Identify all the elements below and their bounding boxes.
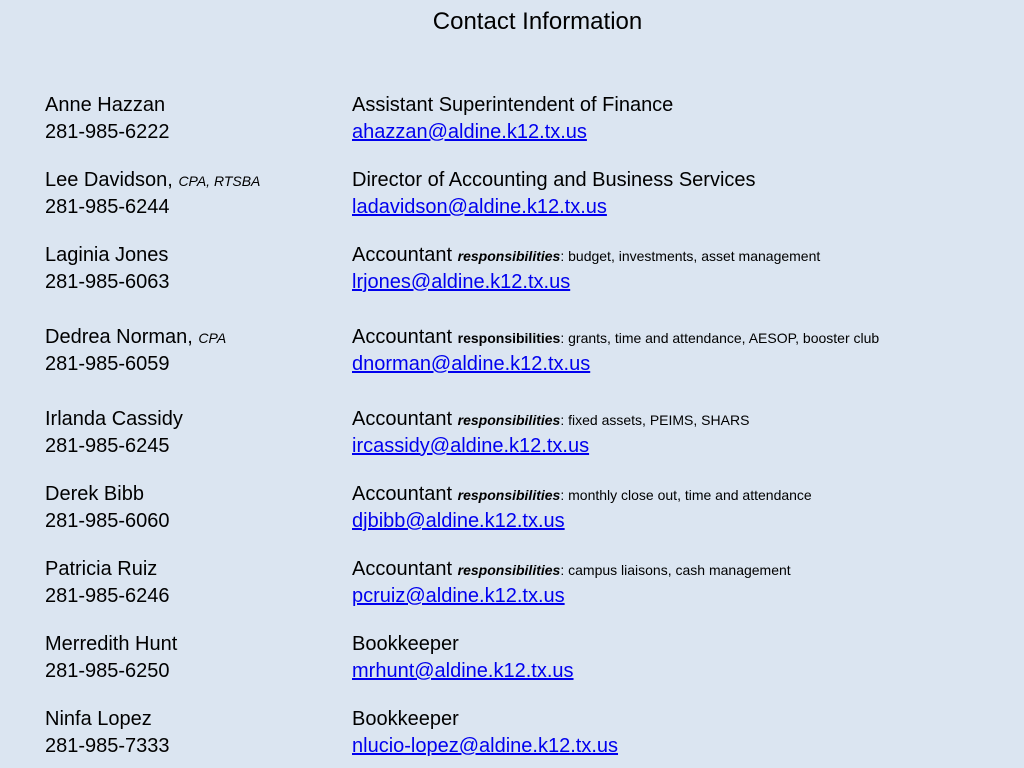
contact-entry — [45, 632, 1005, 688]
contact-role-line — [352, 707, 459, 731]
contact-credentials: CPA — [198, 330, 227, 346]
contact-phone: 281-985-6222 — [45, 121, 170, 143]
contact-name: Ninfa Lopez — [45, 708, 152, 730]
responsibilities-text: : fixed assets, PEIMS, SHARS — [560, 412, 750, 428]
responsibilities-text: : campus liaisons, cash management — [560, 562, 791, 578]
responsibilities-label: responsibilities — [457, 412, 561, 428]
contact-role: Accountant — [352, 244, 453, 266]
contact-email-link[interactable]: mrhunt@aldine.k12.tx.us — [352, 660, 574, 682]
contact-role-line — [352, 482, 812, 507]
contact-phone: 281-985-7333 — [45, 735, 170, 757]
contact-role: Bookkeeper — [352, 633, 459, 655]
contact-phone: 281-985-6059 — [45, 353, 170, 375]
contact-phone: 281-985-6245 — [45, 435, 170, 457]
contact-role: Accountant — [352, 326, 453, 348]
contact-email-link[interactable]: ircassidy@aldine.k12.tx.us — [352, 435, 590, 457]
contact-entry — [45, 707, 1005, 763]
contact-phone: 281-985-6060 — [45, 510, 170, 532]
contact-name: Laginia Jones — [45, 244, 169, 266]
responsibilities-label: responsibilities — [457, 562, 561, 578]
contact-phone: 281-985-6244 — [45, 196, 170, 218]
contact-role: Accountant — [352, 483, 453, 505]
contact-phone: 281-985-6250 — [45, 660, 170, 682]
contact-role-line — [352, 407, 749, 432]
contact-name-line — [45, 482, 144, 506]
contact-name-line — [45, 243, 168, 267]
contact-credentials: CPA, RTSBA — [178, 173, 261, 189]
contact-email-link[interactable]: djbibb@aldine.k12.tx.us — [352, 510, 565, 532]
contact-entry — [45, 407, 1005, 463]
contact-email-link[interactable]: nlucio-lopez@aldine.k12.tx.us — [352, 735, 619, 757]
contact-role-line — [352, 93, 673, 117]
contact-name: Patricia Ruiz — [45, 558, 158, 580]
responsibilities-text: : monthly close out, time and attendance — [560, 487, 812, 503]
contact-email-link[interactable]: dnorman@aldine.k12.tx.us — [352, 353, 591, 375]
contact-role: Director of Accounting and Business Services — [352, 169, 756, 191]
contact-role: Accountant — [352, 408, 453, 430]
contact-name-line — [45, 93, 165, 117]
contact-role-line — [352, 168, 756, 192]
contact-name-line — [45, 325, 226, 350]
contact-role-line — [352, 632, 459, 656]
contact-role-line — [352, 325, 879, 350]
contact-entry — [45, 243, 1005, 299]
contact-email-link[interactable]: lrjones@aldine.k12.tx.us — [352, 271, 571, 293]
page-title: Contact Information — [432, 8, 643, 35]
contact-role: Assistant Superintendent of Finance — [352, 94, 674, 116]
contact-email-link[interactable]: ladavidson@aldine.k12.tx.us — [352, 196, 607, 218]
responsibilities-label: responsibilities — [457, 248, 561, 264]
contact-name-line — [45, 168, 260, 193]
contact-entry — [45, 325, 1005, 381]
contact-phone: 281-985-6063 — [45, 271, 170, 293]
contact-name: Merredith Hunt — [45, 633, 178, 655]
contact-phone: 281-985-6246 — [45, 585, 170, 607]
contact-entry — [45, 482, 1005, 538]
contact-role-line — [352, 557, 791, 582]
contact-email-link[interactable]: pcruiz@aldine.k12.tx.us — [352, 585, 565, 607]
contact-name: Lee Davidson, — [45, 169, 173, 191]
contact-name-line — [45, 707, 152, 731]
responsibilities-text: : grants, time and attendance, AESOP, booster club — [560, 330, 880, 346]
contact-role: Bookkeeper — [352, 708, 459, 730]
contact-name-line — [45, 407, 183, 431]
contact-name: Irlanda Cassidy — [45, 408, 183, 430]
contact-name: Derek Bibb — [45, 483, 144, 505]
responsibilities-label: responsibilities — [457, 487, 561, 503]
contact-name-line — [45, 557, 157, 581]
contact-role: Accountant — [352, 558, 453, 580]
responsibilities-text: : budget, investments, asset management — [560, 248, 821, 264]
contact-name-line — [45, 632, 177, 656]
contact-entry — [45, 93, 1005, 149]
contact-name: Anne Hazzan — [45, 94, 166, 116]
contact-name: Dedrea Norman, — [45, 326, 193, 348]
contact-role-line — [352, 243, 820, 268]
contact-email-link[interactable]: ahazzan@aldine.k12.tx.us — [352, 121, 587, 143]
contact-entry — [45, 168, 1005, 224]
responsibilities-label: responsibilities — [457, 330, 561, 346]
contact-entry — [45, 557, 1005, 613]
